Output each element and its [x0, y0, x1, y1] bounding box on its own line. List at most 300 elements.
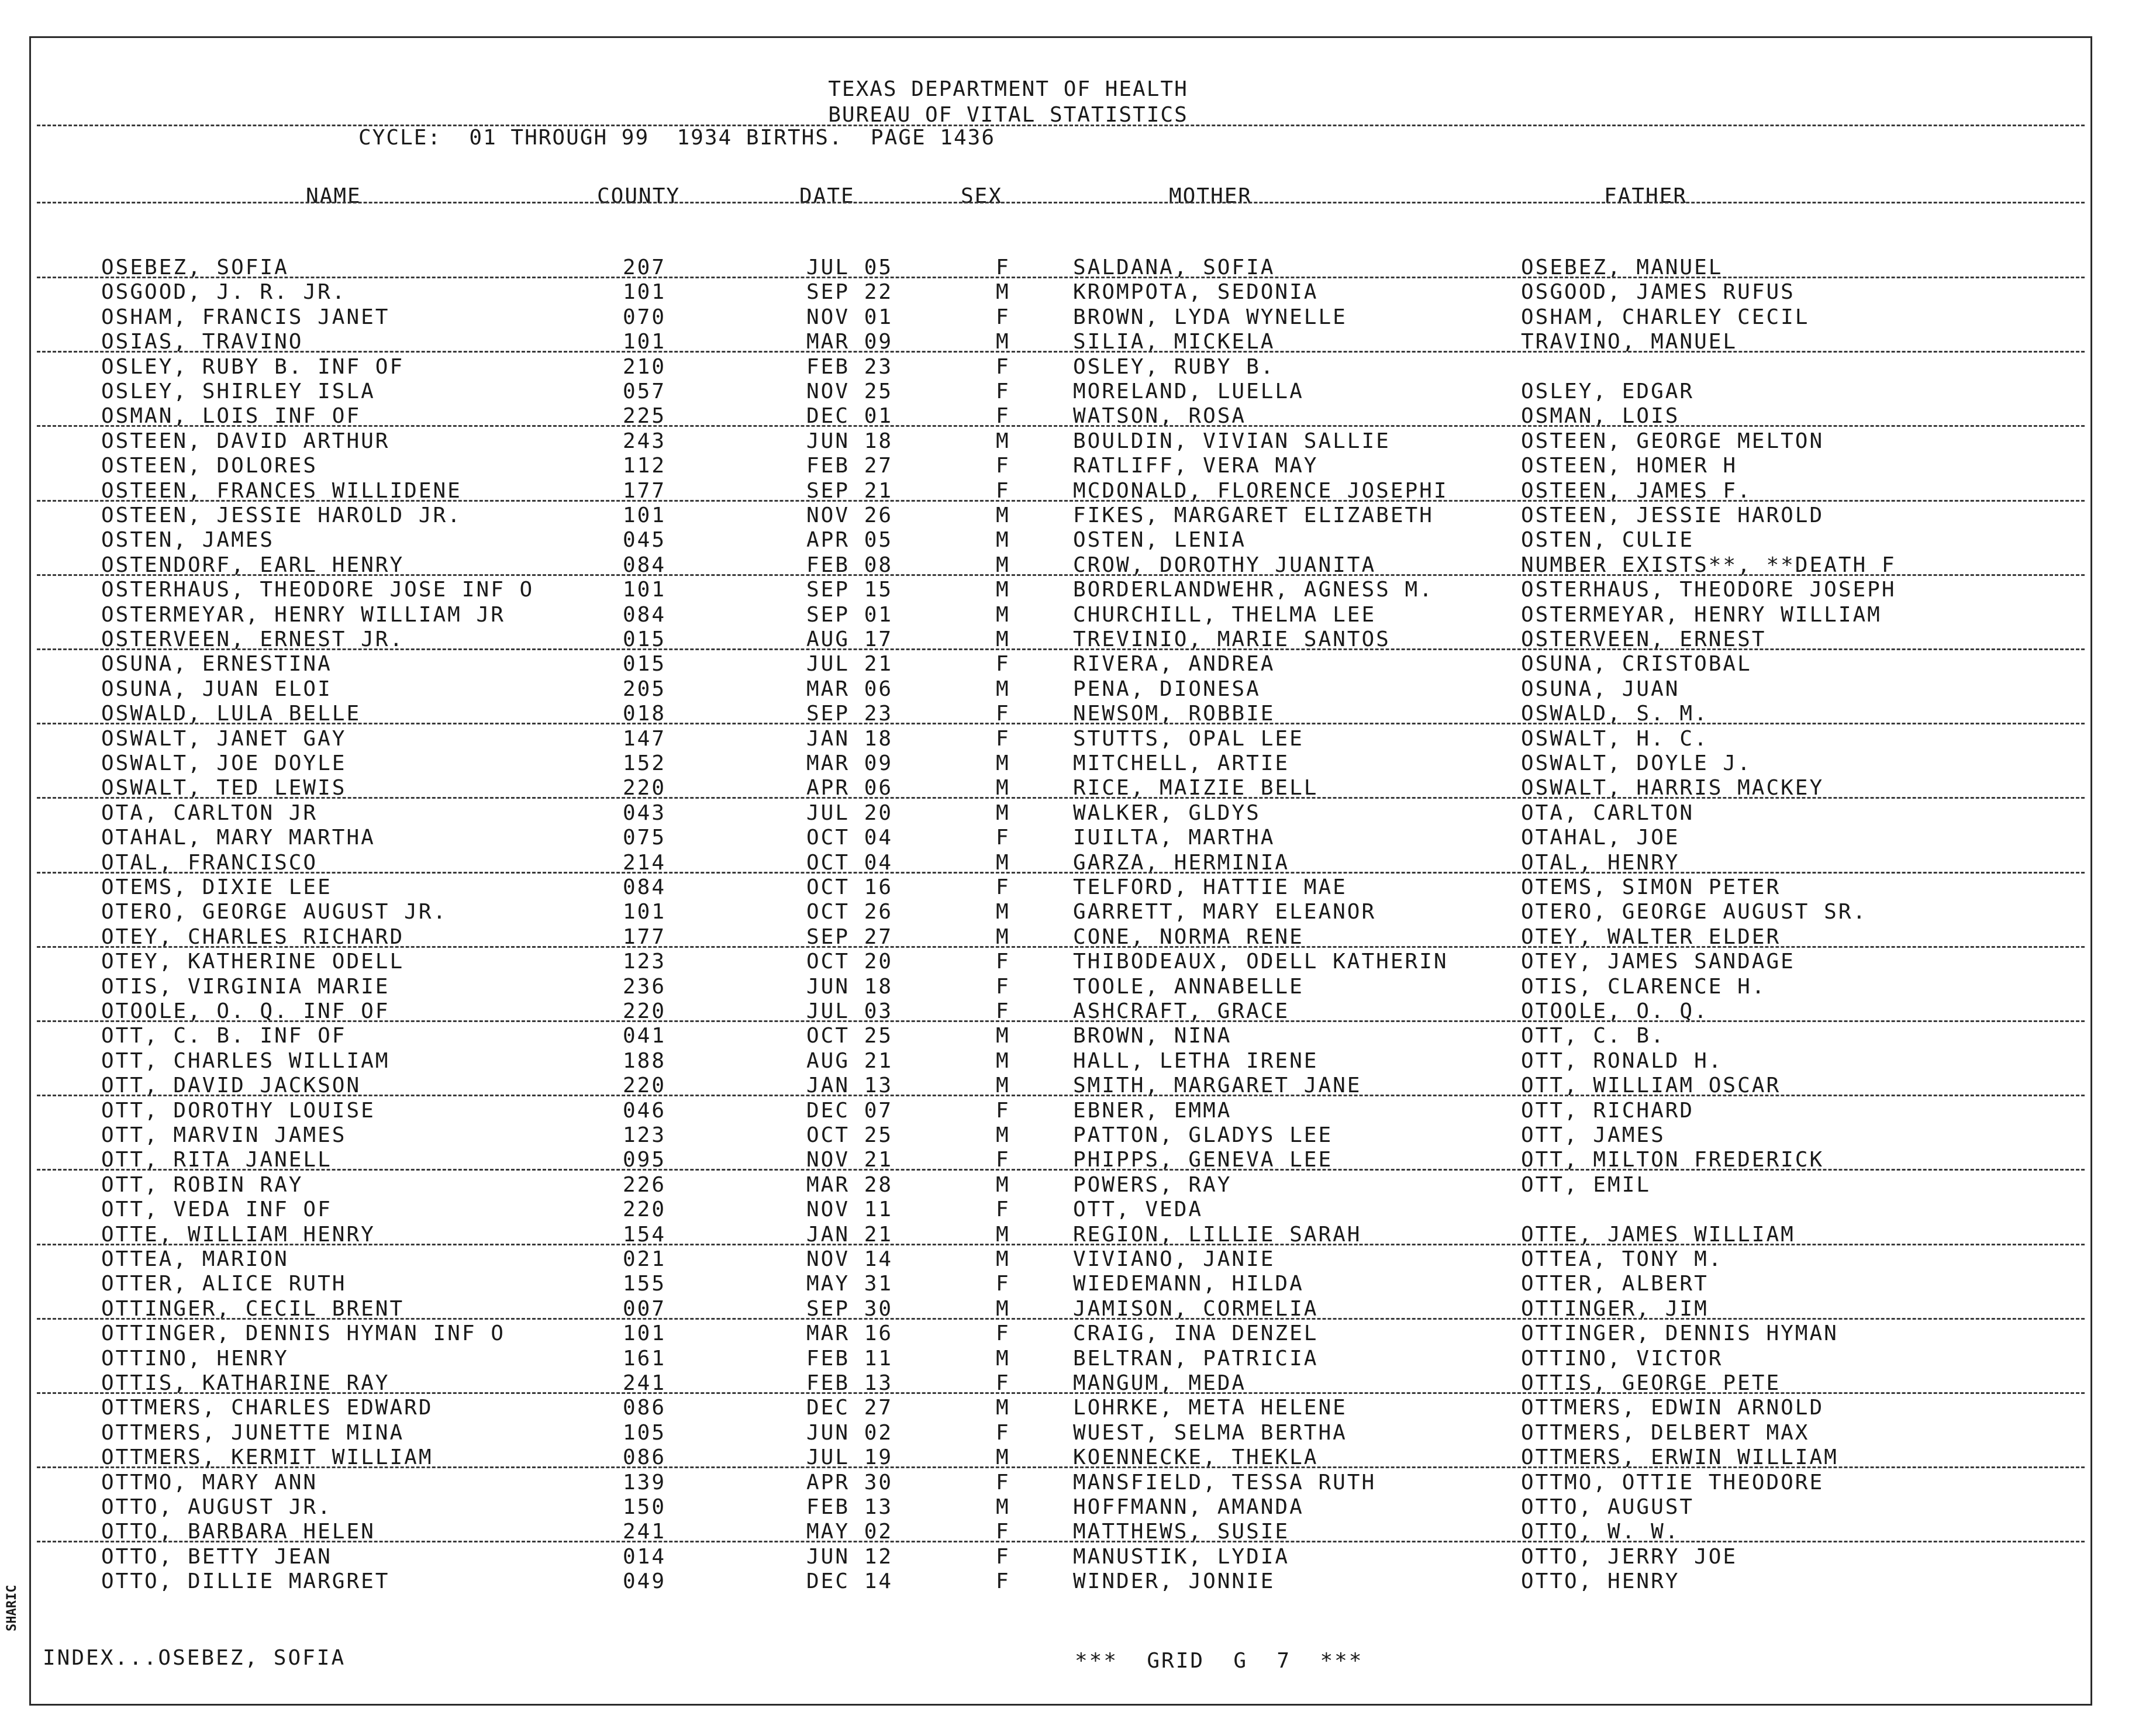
cell-date: SEP 22: [806, 280, 893, 304]
row-divider: [37, 1466, 2085, 1468]
cell-county: 043: [623, 801, 667, 825]
cell-county: 021: [623, 1247, 667, 1271]
cell-date: SEP 15: [806, 578, 893, 602]
cell-date: AUG 21: [806, 1049, 893, 1073]
cell-name: OTT, ROBIN RAY: [101, 1173, 303, 1197]
table-row: [31, 652, 2090, 677]
cell-sex: M: [996, 801, 1010, 825]
table-row: [31, 355, 2090, 379]
table-row: [31, 603, 2090, 627]
row-divider: [37, 574, 2085, 576]
cell-father: OSWALT, H. C.: [1521, 727, 1709, 751]
cell-father: OSGOOD, JAMES RUFUS: [1521, 280, 1795, 304]
cell-county: 007: [623, 1297, 667, 1321]
cell-mother: KROMPOTA, SEDONIA: [1073, 280, 1319, 304]
cell-county: 220: [623, 1197, 667, 1221]
cell-sex: F: [996, 479, 1010, 503]
cell-father: OTERO, GEORGE AUGUST SR.: [1521, 900, 1868, 924]
cell-mother: OTT, VEDA: [1073, 1197, 1203, 1221]
cell-date: JAN 18: [806, 727, 893, 751]
cell-county: 057: [623, 379, 667, 403]
cell-county: 101: [623, 503, 667, 527]
table-row: [31, 900, 2090, 924]
cell-name: OSEBEZ, SOFIA: [101, 256, 289, 279]
cell-county: 075: [623, 826, 667, 850]
cell-county: 241: [623, 1520, 667, 1544]
cell-sex: F: [996, 1569, 1010, 1593]
cell-sex: F: [996, 256, 1010, 279]
cell-father: OTTMERS, ERWIN WILLIAM: [1521, 1445, 1838, 1469]
cell-county: 084: [623, 875, 667, 899]
cell-county: 155: [623, 1272, 667, 1296]
cell-county: 241: [623, 1371, 667, 1395]
cell-date: SEP 01: [806, 603, 893, 627]
table-row: [31, 1123, 2090, 1148]
cell-father: OSTEEN, JAMES F.: [1521, 479, 1752, 503]
table-row: [31, 1347, 2090, 1371]
column-header-name: NAME: [306, 184, 361, 208]
cell-mother: GARZA, HERMINIA: [1073, 851, 1290, 875]
bureau-title: BUREAU OF VITAL STATISTICS: [828, 103, 1188, 127]
cell-county: 101: [623, 578, 667, 602]
cell-father: OTT, C. B.: [1521, 1024, 1665, 1048]
cell-name: OTTO, BARBARA HELEN: [101, 1520, 375, 1544]
cell-mother: GARRETT, MARY ELEANOR: [1073, 900, 1377, 924]
cell-father: OTEMS, SIMON PETER: [1521, 875, 1781, 899]
cell-name: OTT, C. B. INF OF: [101, 1024, 347, 1048]
table-row: [31, 875, 2090, 900]
cell-name: OTIS, VIRGINIA MARIE: [101, 975, 390, 999]
cell-father: OSTERHAUS, THEODORE JOSEPH: [1521, 578, 1896, 602]
cell-sex: M: [996, 751, 1010, 775]
cell-father: OSHAM, CHARLEY CECIL: [1521, 305, 1810, 329]
cell-mother: HOFFMANN, AMANDA: [1073, 1495, 1304, 1519]
cell-date: MAR 09: [806, 330, 893, 354]
cell-sex: M: [996, 1347, 1010, 1371]
table-row: [31, 751, 2090, 776]
table-row: [31, 1173, 2090, 1197]
cell-county: 210: [623, 355, 667, 379]
table-row: [31, 975, 2090, 999]
cell-name: OTTMERS, CHARLES EDWARD: [101, 1396, 433, 1420]
cell-name: OTERO, GEORGE AUGUST JR.: [101, 900, 448, 924]
cell-county: 095: [623, 1148, 667, 1172]
cell-county: 236: [623, 975, 667, 999]
cell-date: NOV 25: [806, 379, 893, 403]
cell-county: 046: [623, 1099, 667, 1123]
table-row: [31, 1099, 2090, 1123]
cell-date: OCT 26: [806, 900, 893, 924]
cell-mother: PATTON, GLADYS LEE: [1073, 1123, 1333, 1147]
cell-county: 086: [623, 1445, 667, 1469]
table-row: [31, 578, 2090, 602]
cell-mother: SALDANA, SOFIA: [1073, 256, 1275, 279]
cell-county: 101: [623, 330, 667, 354]
cell-father: OTT, EMIL: [1521, 1173, 1651, 1197]
cycle-line: CYCLE: 01 THROUGH 99 1934 BIRTHS. PAGE 1436: [358, 126, 995, 150]
table-row: [31, 454, 2090, 478]
cell-county: 112: [623, 454, 667, 478]
cell-date: FEB 13: [806, 1495, 893, 1519]
cell-date: MAR 06: [806, 677, 893, 701]
cell-father: OSUNA, JUAN: [1521, 677, 1680, 701]
cell-sex: F: [996, 1321, 1010, 1345]
cell-name: OTTINO, HENRY: [101, 1347, 289, 1371]
cell-father: OTTO, JERRY JOE: [1521, 1545, 1738, 1569]
cell-name: OTT, VEDA INF OF: [101, 1197, 332, 1221]
cell-county: 147: [623, 727, 667, 751]
cell-sex: M: [996, 1024, 1010, 1048]
cell-date: APR 06: [806, 776, 893, 800]
cell-date: SEP 30: [806, 1297, 893, 1321]
table-row: [31, 826, 2090, 850]
grid-footer: *** GRID G 7 ***: [1075, 1649, 1364, 1673]
cell-date: FEB 08: [806, 553, 893, 577]
cell-father: OTT, WILLIAM OSCAR: [1521, 1074, 1781, 1097]
cell-sex: M: [996, 1049, 1010, 1073]
cell-name: OTT, DOROTHY LOUISE: [101, 1099, 375, 1123]
table-row: [31, 727, 2090, 751]
cell-mother: BOULDIN, VIVIAN SALLIE: [1073, 429, 1391, 453]
cell-sex: F: [996, 999, 1010, 1023]
cell-county: 049: [623, 1569, 667, 1593]
cell-mother: MANGUM, MEDA: [1073, 1371, 1247, 1395]
cell-county: 220: [623, 999, 667, 1023]
table-row: [31, 1471, 2090, 1495]
cell-sex: M: [996, 578, 1010, 602]
cell-name: OTEY, CHARLES RICHARD: [101, 925, 405, 949]
cell-date: JUL 20: [806, 801, 893, 825]
cell-date: MAR 09: [806, 751, 893, 775]
cell-sex: F: [996, 1471, 1010, 1495]
cell-county: 070: [623, 305, 667, 329]
cell-date: APR 05: [806, 528, 893, 552]
cell-date: MAY 31: [806, 1272, 893, 1296]
cell-father: OTTO, HENRY: [1521, 1569, 1680, 1593]
cell-father: OTTIS, GEORGE PETE: [1521, 1371, 1781, 1395]
cell-date: DEC 01: [806, 404, 893, 428]
cell-mother: PENA, DIONESA: [1073, 677, 1261, 701]
cell-county: 177: [623, 479, 667, 503]
cell-date: FEB 27: [806, 454, 893, 478]
cell-date: NOV 21: [806, 1148, 893, 1172]
cell-name: OTTO, DILLIE MARGRET: [101, 1569, 390, 1593]
cell-date: SEP 21: [806, 479, 893, 503]
cell-mother: CRAIG, INA DENZEL: [1073, 1321, 1319, 1345]
cell-county: 154: [623, 1223, 667, 1247]
cell-father: OTTINGER, JIM: [1521, 1297, 1709, 1321]
cell-county: 225: [623, 404, 667, 428]
cell-sex: M: [996, 1297, 1010, 1321]
cell-date: JUL 03: [806, 999, 893, 1023]
cell-name: OTAHAL, MARY MARTHA: [101, 826, 375, 850]
cell-sex: F: [996, 379, 1010, 403]
cell-name: OSTEEN, JESSIE HAROLD JR.: [101, 503, 462, 527]
cell-father: OSUNA, CRISTOBAL: [1521, 652, 1752, 676]
cell-name: OSWALT, JANET GAY: [101, 727, 347, 751]
cell-sex: F: [996, 1545, 1010, 1569]
cell-date: AUG 17: [806, 627, 893, 651]
cell-date: OCT 16: [806, 875, 893, 899]
cell-father: OTA, CARLTON: [1521, 801, 1695, 825]
cell-county: 188: [623, 1049, 667, 1073]
cell-father: OSMAN, LOIS: [1521, 404, 1680, 428]
cell-date: NOV 11: [806, 1197, 893, 1221]
cell-county: 207: [623, 256, 667, 279]
cell-date: JUN 18: [806, 429, 893, 453]
cell-sex: F: [996, 404, 1010, 428]
cell-father: OTTER, ALBERT: [1521, 1272, 1709, 1296]
cell-mother: NEWSOM, ROBBIE: [1073, 702, 1275, 726]
cell-father: OTTEA, TONY M.: [1521, 1247, 1723, 1271]
cell-father: OTTO, AUGUST: [1521, 1495, 1695, 1519]
cell-sex: M: [996, 1223, 1010, 1247]
cell-date: OCT 04: [806, 826, 893, 850]
cell-name: OSGOOD, J. R. JR.: [101, 280, 347, 304]
divider: [37, 202, 2085, 203]
cell-county: 084: [623, 553, 667, 577]
cell-date: NOV 14: [806, 1247, 893, 1271]
cell-father: OTTINGER, DENNIS HYMAN: [1521, 1321, 1838, 1345]
cell-sex: M: [996, 776, 1010, 800]
cell-sex: F: [996, 454, 1010, 478]
cell-mother: TREVINIO, MARIE SANTOS: [1073, 627, 1391, 651]
cell-date: JUL 21: [806, 652, 893, 676]
cell-date: NOV 01: [806, 305, 893, 329]
cell-father: OTT, MILTON FREDERICK: [1521, 1148, 1824, 1172]
cell-county: 214: [623, 851, 667, 875]
cell-name: OTTER, ALICE RUTH: [101, 1272, 347, 1296]
row-divider: [37, 723, 2085, 724]
cell-mother: LOHRKE, META HELENE: [1073, 1396, 1347, 1420]
cell-name: OTT, DAVID JACKSON: [101, 1074, 361, 1097]
cell-sex: F: [996, 1148, 1010, 1172]
cell-date: OCT 20: [806, 950, 893, 974]
cell-sex: M: [996, 1173, 1010, 1197]
table-row: [31, 1321, 2090, 1346]
table-row: [31, 429, 2090, 454]
cell-date: JUL 05: [806, 256, 893, 279]
table-row: [31, 528, 2090, 553]
cell-mother: VIVIANO, JANIE: [1073, 1247, 1275, 1271]
cell-sex: F: [996, 826, 1010, 850]
cell-father: OTT, JAMES: [1521, 1123, 1665, 1147]
cell-name: OTTEA, MARION: [101, 1247, 289, 1271]
cell-father: OSEBEZ, MANUEL: [1521, 256, 1723, 279]
cell-sex: M: [996, 330, 1010, 354]
cell-county: 161: [623, 1347, 667, 1371]
cell-name: OSTEN, JAMES: [101, 528, 275, 552]
cell-father: OTTO, W. W.: [1521, 1520, 1680, 1544]
cell-mother: WINDER, JONNIE: [1073, 1569, 1275, 1593]
cell-mother: SILIA, MICKELA: [1073, 330, 1275, 354]
cell-father: OSTEEN, GEORGE MELTON: [1521, 429, 1824, 453]
cell-name: OSTERVEEN, ERNEST JR.: [101, 627, 405, 651]
cell-name: OTTINGER, DENNIS HYMAN INF O: [101, 1321, 505, 1345]
cell-sex: F: [996, 1371, 1010, 1395]
cell-mother: RATLIFF, VERA MAY: [1073, 454, 1319, 478]
cell-mother: HALL, LETHA IRENE: [1073, 1049, 1319, 1073]
cell-father: OSTERMEYAR, HENRY WILLIAM: [1521, 603, 1882, 627]
cell-county: 220: [623, 1074, 667, 1097]
row-divider: [37, 1318, 2085, 1320]
cell-father: OSTEEN, JESSIE HAROLD: [1521, 503, 1824, 527]
cell-county: 123: [623, 1123, 667, 1147]
cell-mother: WUEST, SELMA BERTHA: [1073, 1421, 1347, 1445]
cell-name: OTT, CHARLES WILLIAM: [101, 1049, 390, 1073]
cell-sex: F: [996, 727, 1010, 751]
ledger-page: [29, 36, 2092, 1706]
cell-father: OTOOLE, O. Q.: [1521, 999, 1709, 1023]
cell-sex: F: [996, 1520, 1010, 1544]
cell-name: OSTEEN, DAVID ARTHUR: [101, 429, 390, 453]
cell-name: OTEMS, DIXIE LEE: [101, 875, 332, 899]
cell-name: OSLEY, RUBY B. INF OF: [101, 355, 405, 379]
cell-name: OTTINGER, CECIL BRENT: [101, 1297, 405, 1321]
cell-father: OTAHAL, JOE: [1521, 826, 1680, 850]
cell-date: FEB 11: [806, 1347, 893, 1371]
row-divider: [37, 500, 2085, 502]
cell-date: OCT 04: [806, 851, 893, 875]
cell-father: OSTEEN, HOMER H: [1521, 454, 1738, 478]
cell-mother: CHURCHILL, THELMA LEE: [1073, 603, 1377, 627]
table-row: [31, 1247, 2090, 1272]
table-row: [31, 1495, 2090, 1520]
cell-county: 084: [623, 603, 667, 627]
cell-date: JUL 19: [806, 1445, 893, 1469]
cell-sex: M: [996, 925, 1010, 949]
row-divider: [37, 351, 2085, 353]
cell-name: OSUNA, JUAN ELOI: [101, 677, 332, 701]
cell-mother: CROW, DOROTHY JUANITA: [1073, 553, 1377, 577]
cell-county: 015: [623, 652, 667, 676]
cell-county: 014: [623, 1545, 667, 1569]
cell-county: 015: [623, 627, 667, 651]
cell-name: OTT, MARVIN JAMES: [101, 1123, 347, 1147]
cell-mother: IUILTA, MARTHA: [1073, 826, 1275, 850]
row-divider: [37, 1541, 2085, 1542]
cell-mother: WALKER, GLDYS: [1073, 801, 1261, 825]
cell-sex: F: [996, 950, 1010, 974]
cell-name: OSWALT, TED LEWIS: [101, 776, 347, 800]
cell-county: 018: [623, 702, 667, 726]
cell-father: TRAVINO, MANUEL: [1521, 330, 1738, 354]
cell-sex: M: [996, 528, 1010, 552]
index-footer: INDEX...OSEBEZ, SOFIA: [43, 1646, 346, 1670]
cell-date: DEC 27: [806, 1396, 893, 1420]
cell-date: FEB 13: [806, 1371, 893, 1395]
cell-father: OTTMO, OTTIE THEODORE: [1521, 1471, 1824, 1495]
cell-date: FEB 23: [806, 355, 893, 379]
cell-father: OSTERVEEN, ERNEST: [1521, 627, 1767, 651]
cell-sex: M: [996, 553, 1010, 577]
cell-county: 101: [623, 900, 667, 924]
cell-date: DEC 14: [806, 1569, 893, 1593]
cell-name: OSUNA, ERNESTINA: [101, 652, 332, 676]
table-row: [31, 1024, 2090, 1048]
cell-sex: M: [996, 900, 1010, 924]
cell-father: OSLEY, EDGAR: [1521, 379, 1695, 403]
cell-father: OTTMERS, EDWIN ARNOLD: [1521, 1396, 1824, 1420]
table-row: [31, 379, 2090, 404]
cell-name: OTTMO, MARY ANN: [101, 1471, 318, 1495]
cell-mother: EBNER, EMMA: [1073, 1099, 1232, 1123]
cell-name: OTTE, WILLIAM HENRY: [101, 1223, 375, 1247]
cell-father: OTT, RICHARD: [1521, 1099, 1695, 1123]
cell-date: MAR 16: [806, 1321, 893, 1345]
cell-mother: TELFORD, HATTIE MAE: [1073, 875, 1347, 899]
cell-father: OTIS, CLARENCE H.: [1521, 975, 1767, 999]
column-header-mother: MOTHER: [1169, 184, 1253, 208]
cell-sex: M: [996, 1074, 1010, 1097]
cell-sex: F: [996, 975, 1010, 999]
cell-county: 139: [623, 1471, 667, 1495]
cell-name: OTAL, FRANCISCO: [101, 851, 318, 875]
cell-sex: M: [996, 503, 1010, 527]
cell-father: OTTINO, VICTOR: [1521, 1347, 1723, 1371]
cell-county: 220: [623, 776, 667, 800]
cell-date: JAN 21: [806, 1223, 893, 1247]
cell-mother: BROWN, LYDA WYNELLE: [1073, 305, 1347, 329]
cell-name: OTEY, KATHERINE ODELL: [101, 950, 405, 974]
row-divider: [37, 1392, 2085, 1394]
cell-name: OTTIS, KATHARINE RAY: [101, 1371, 390, 1395]
department-title: TEXAS DEPARTMENT OF HEALTH: [828, 77, 1188, 101]
cell-date: JUN 02: [806, 1421, 893, 1445]
cell-mother: MANUSTIK, LYDIA: [1073, 1545, 1290, 1569]
cell-sex: M: [996, 603, 1010, 627]
cell-date: APR 30: [806, 1471, 893, 1495]
row-divider: [37, 1095, 2085, 1096]
cell-county: 041: [623, 1024, 667, 1048]
cell-name: OTOOLE, O. Q. INF OF: [101, 999, 390, 1023]
row-divider: [37, 1169, 2085, 1171]
cell-county: 205: [623, 677, 667, 701]
cell-mother: PHIPPS, GENEVA LEE: [1073, 1148, 1333, 1172]
cell-date: JUN 18: [806, 975, 893, 999]
cell-sex: M: [996, 1247, 1010, 1271]
cell-father: OSTEN, CULIE: [1521, 528, 1695, 552]
cell-date: SEP 27: [806, 925, 893, 949]
column-header-date: DATE: [799, 184, 855, 208]
cell-sex: F: [996, 305, 1010, 329]
cell-mother: THIBODEAUX, ODELL KATHERIN: [1073, 950, 1448, 974]
table-row: [31, 1049, 2090, 1074]
cell-county: 152: [623, 751, 667, 775]
cell-sex: M: [996, 429, 1010, 453]
cell-county: 101: [623, 280, 667, 304]
cell-name: OTTO, BETTY JEAN: [101, 1545, 332, 1569]
cell-sex: F: [996, 355, 1010, 379]
cell-sex: M: [996, 1445, 1010, 1469]
table-row: [31, 1421, 2090, 1445]
cell-name: OSTERMEYAR, HENRY WILLIAM JR: [101, 603, 505, 627]
column-header-county: COUNTY: [597, 184, 681, 208]
cell-county: 177: [623, 925, 667, 949]
column-header-row: [31, 184, 2090, 210]
cell-mother: MATTHEWS, SUSIE: [1073, 1520, 1290, 1544]
cell-father: OTEY, WALTER ELDER: [1521, 925, 1781, 949]
cell-county: 123: [623, 950, 667, 974]
table-row: [31, 280, 2090, 305]
table-row: [31, 1569, 2090, 1594]
cell-mother: OSLEY, RUBY B.: [1073, 355, 1275, 379]
cell-father: OSWALD, S. M.: [1521, 702, 1709, 726]
cell-sex: F: [996, 1272, 1010, 1296]
cell-father: OTT, RONALD H.: [1521, 1049, 1723, 1073]
table-row: [31, 503, 2090, 528]
table-row: [31, 950, 2090, 974]
